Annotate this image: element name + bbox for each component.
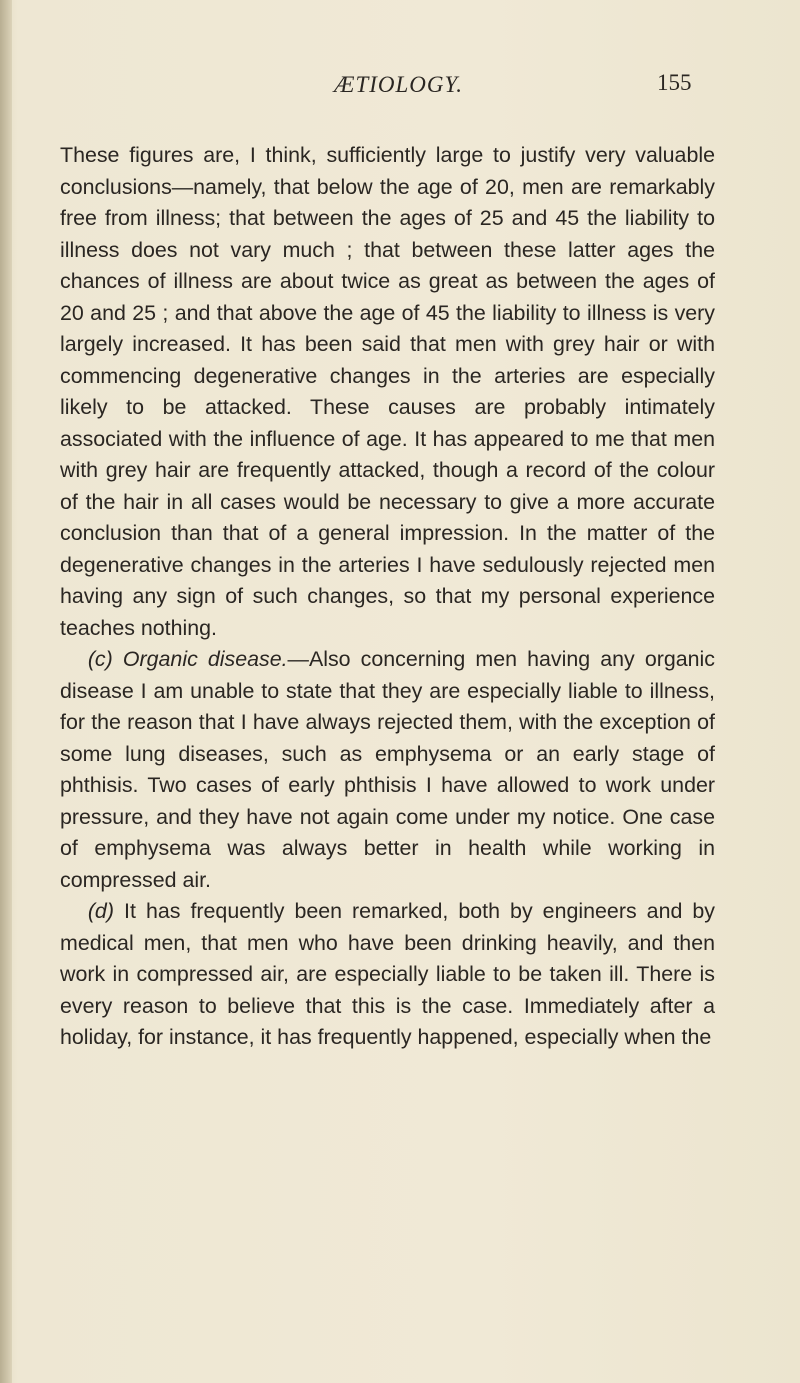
paragraph-drinking (60, 896, 715, 1054)
body-text (60, 140, 715, 1054)
paragraph-organic-disease (60, 644, 715, 896)
page-header (0, 72, 800, 106)
running-head: ÆTIOLOGY. (334, 72, 463, 97)
paragraph-text: It has frequently been remarked, both by engineers and by medical men, that men who have been drinking heavily, and then work in compressed air, are especially liable to be taken ill. There is every reason to believe that this is the case. Immediately after a holiday, for instance, it has frequently happened, especially when the (60, 899, 715, 1049)
section-label-c: (c) (87, 647, 113, 671)
section-heading-organic-disease: Organic disease. (122, 647, 288, 671)
paragraph-figures-conclusions (60, 140, 715, 644)
page-number: 155 (657, 70, 692, 95)
page-edge (0, 0, 12, 1383)
paragraph-text: —Also concerning men having any organic disease I am unable to state that they are especially liable to illness, for the reason that I have always rejected them, with the exception of some lung diseases, such as emphysema or an early stage of phthisis. Two cases of early phthisis I have allowed to work under pressure, and they have not again come under my notice. One case of emphysema was always better in health while working in compressed air. (60, 647, 715, 892)
section-label-d: (d) (87, 899, 114, 923)
paragraph-text: These figures are, I think, sufficiently large to justify very valuable conclusions—namely, that below the age of 20, men are remarkably free from illness; that between the ages of 25 and 45 the liability to illness does not vary much ; that between these latter ages the chances of illness are about twice as great as between the ages of 20 and 25 ; and that above the age of 45 the liability to illness is very largely increased. It has been said that men with grey hair or with commencing degenerative changes in the arteries are especially likely to be attacked. These causes are probably intimately associated with the influence of age. It has appeared to me that men with grey hair are frequently attacked, though a record of the colour of the hair in all cases would be necessary to give a more accurate conclusion than that of a general impression. In the matter of the degenerative changes in the arteries I have sedulously rejected men having any sign of such changes, so that my personal experience teaches nothing. (60, 143, 715, 640)
